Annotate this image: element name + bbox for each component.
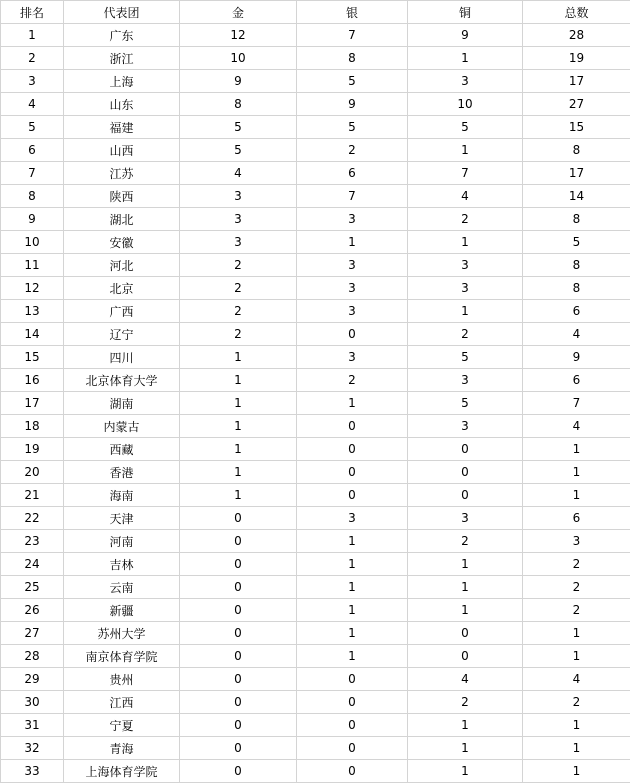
bronze-cell: 3 [408, 277, 523, 300]
table-row [1, 277, 630, 300]
team-cell: 河北 [64, 254, 180, 277]
team-cell: 湖北 [64, 208, 180, 231]
bronze-cell: 2 [408, 530, 523, 553]
rank-cell: 32 [1, 737, 64, 760]
rank-cell: 33 [1, 760, 64, 783]
team-cell: 贵州 [64, 668, 180, 691]
team-cell: 吉林 [64, 553, 180, 576]
team-cell: 云南 [64, 576, 180, 599]
team-cell: 辽宁 [64, 323, 180, 346]
rank-cell: 31 [1, 714, 64, 737]
total-cell: 4 [523, 323, 630, 346]
silver-cell: 5 [297, 70, 408, 93]
gold-cell: 0 [180, 760, 297, 783]
bronze-cell: 4 [408, 185, 523, 208]
gold-cell: 1 [180, 461, 297, 484]
total-cell: 27 [523, 93, 630, 116]
rank-cell: 2 [1, 47, 64, 70]
team-cell: 湖南 [64, 392, 180, 415]
gold-cell: 5 [180, 139, 297, 162]
table-row [1, 622, 630, 645]
gold-cell: 3 [180, 231, 297, 254]
bronze-cell: 3 [408, 369, 523, 392]
team-cell: 新疆 [64, 599, 180, 622]
table-row [1, 714, 630, 737]
silver-cell: 0 [297, 714, 408, 737]
rank-cell: 4 [1, 93, 64, 116]
silver-cell: 0 [297, 737, 408, 760]
bronze-cell: 1 [408, 139, 523, 162]
bronze-cell: 2 [408, 691, 523, 714]
gold-cell: 2 [180, 323, 297, 346]
silver-cell: 1 [297, 530, 408, 553]
total-cell: 4 [523, 415, 630, 438]
total-cell: 1 [523, 737, 630, 760]
rank-cell: 22 [1, 507, 64, 530]
team-cell: 天津 [64, 507, 180, 530]
rank-cell: 23 [1, 530, 64, 553]
team-cell: 广西 [64, 300, 180, 323]
table-row [1, 737, 630, 760]
silver-cell: 1 [297, 553, 408, 576]
team-cell: 海南 [64, 484, 180, 507]
silver-cell: 0 [297, 461, 408, 484]
silver-cell: 2 [297, 139, 408, 162]
silver-cell: 0 [297, 668, 408, 691]
table-row [1, 185, 630, 208]
silver-cell: 5 [297, 116, 408, 139]
rank-cell: 6 [1, 139, 64, 162]
table-row [1, 323, 630, 346]
gold-cell: 2 [180, 254, 297, 277]
rank-cell: 7 [1, 162, 64, 185]
gold-cell: 3 [180, 185, 297, 208]
team-cell: 上海体育学院 [64, 760, 180, 783]
bronze-cell: 3 [408, 415, 523, 438]
rank-cell: 19 [1, 438, 64, 461]
table-row [1, 461, 630, 484]
total-cell: 7 [523, 392, 630, 415]
rank-cell: 5 [1, 116, 64, 139]
gold-cell: 0 [180, 691, 297, 714]
bronze-cell: 0 [408, 484, 523, 507]
silver-cell: 3 [297, 208, 408, 231]
table-row [1, 760, 630, 783]
silver-cell: 1 [297, 576, 408, 599]
silver-cell: 3 [297, 507, 408, 530]
team-cell: 青海 [64, 737, 180, 760]
bronze-cell: 1 [408, 737, 523, 760]
rank-cell: 18 [1, 415, 64, 438]
table-row [1, 599, 630, 622]
team-cell: 苏州大学 [64, 622, 180, 645]
total-cell: 1 [523, 760, 630, 783]
gold-cell: 0 [180, 507, 297, 530]
gold-cell: 8 [180, 93, 297, 116]
bronze-cell: 3 [408, 70, 523, 93]
total-cell: 8 [523, 254, 630, 277]
table-row [1, 530, 630, 553]
rank-cell: 14 [1, 323, 64, 346]
team-cell: 内蒙古 [64, 415, 180, 438]
total-cell: 6 [523, 300, 630, 323]
silver-cell: 9 [297, 93, 408, 116]
bronze-cell: 7 [408, 162, 523, 185]
gold-cell: 10 [180, 47, 297, 70]
gold-cell: 0 [180, 714, 297, 737]
silver-cell: 0 [297, 760, 408, 783]
silver-cell: 8 [297, 47, 408, 70]
bronze-cell: 1 [408, 599, 523, 622]
silver-cell: 0 [297, 438, 408, 461]
silver-cell: 6 [297, 162, 408, 185]
gold-cell: 1 [180, 438, 297, 461]
gold-cell: 1 [180, 369, 297, 392]
total-cell: 1 [523, 645, 630, 668]
gold-cell: 0 [180, 553, 297, 576]
gold-cell: 2 [180, 277, 297, 300]
table-row [1, 553, 630, 576]
total-cell: 1 [523, 461, 630, 484]
table-row [1, 392, 630, 415]
rank-cell: 13 [1, 300, 64, 323]
team-cell: 安徽 [64, 231, 180, 254]
bronze-cell: 1 [408, 714, 523, 737]
gold-cell: 9 [180, 70, 297, 93]
rank-cell: 1 [1, 24, 64, 47]
rank-cell: 21 [1, 484, 64, 507]
table-row [1, 116, 630, 139]
silver-cell: 3 [297, 346, 408, 369]
bronze-cell: 1 [408, 47, 523, 70]
gold-cell: 0 [180, 737, 297, 760]
gold-cell: 0 [180, 622, 297, 645]
total-cell: 4 [523, 668, 630, 691]
table-row [1, 231, 630, 254]
team-cell: 江西 [64, 691, 180, 714]
total-cell: 1 [523, 484, 630, 507]
table-row [1, 208, 630, 231]
bronze-cell: 1 [408, 760, 523, 783]
rank-cell: 27 [1, 622, 64, 645]
table-row [1, 484, 630, 507]
silver-cell: 3 [297, 300, 408, 323]
bronze-cell: 3 [408, 507, 523, 530]
header-silver: 银 [297, 1, 408, 24]
bronze-cell: 2 [408, 208, 523, 231]
rank-cell: 20 [1, 461, 64, 484]
gold-cell: 5 [180, 116, 297, 139]
bronze-cell: 0 [408, 438, 523, 461]
bronze-cell: 5 [408, 392, 523, 415]
bronze-cell: 1 [408, 553, 523, 576]
total-cell: 9 [523, 346, 630, 369]
total-cell: 5 [523, 231, 630, 254]
gold-cell: 0 [180, 530, 297, 553]
bronze-cell: 5 [408, 116, 523, 139]
total-cell: 17 [523, 162, 630, 185]
team-cell: 广东 [64, 24, 180, 47]
table-row [1, 139, 630, 162]
total-cell: 1 [523, 714, 630, 737]
table-row [1, 93, 630, 116]
table-row [1, 415, 630, 438]
bronze-cell: 0 [408, 645, 523, 668]
team-cell: 西藏 [64, 438, 180, 461]
gold-cell: 4 [180, 162, 297, 185]
table-row [1, 47, 630, 70]
silver-cell: 7 [297, 24, 408, 47]
table-row [1, 691, 630, 714]
gold-cell: 3 [180, 208, 297, 231]
team-cell: 四川 [64, 346, 180, 369]
total-cell: 15 [523, 116, 630, 139]
rank-cell: 29 [1, 668, 64, 691]
silver-cell: 1 [297, 645, 408, 668]
bronze-cell: 1 [408, 231, 523, 254]
table-row [1, 24, 630, 47]
silver-cell: 3 [297, 277, 408, 300]
rank-cell: 28 [1, 645, 64, 668]
rank-cell: 11 [1, 254, 64, 277]
silver-cell: 3 [297, 254, 408, 277]
team-cell: 北京 [64, 277, 180, 300]
gold-cell: 1 [180, 415, 297, 438]
bronze-cell: 5 [408, 346, 523, 369]
rank-cell: 3 [1, 70, 64, 93]
rank-cell: 26 [1, 599, 64, 622]
header-team: 代表团 [64, 1, 180, 24]
table-row [1, 438, 630, 461]
rank-cell: 12 [1, 277, 64, 300]
bronze-cell: 9 [408, 24, 523, 47]
table-row [1, 346, 630, 369]
rank-cell: 15 [1, 346, 64, 369]
gold-cell: 2 [180, 300, 297, 323]
rank-cell: 30 [1, 691, 64, 714]
gold-cell: 0 [180, 599, 297, 622]
rank-cell: 10 [1, 231, 64, 254]
total-cell: 2 [523, 599, 630, 622]
gold-cell: 12 [180, 24, 297, 47]
team-cell: 江苏 [64, 162, 180, 185]
header-gold: 金 [180, 1, 297, 24]
team-cell: 陕西 [64, 185, 180, 208]
silver-cell: 0 [297, 415, 408, 438]
rank-cell: 25 [1, 576, 64, 599]
bronze-cell: 4 [408, 668, 523, 691]
total-cell: 3 [523, 530, 630, 553]
team-cell: 香港 [64, 461, 180, 484]
gold-cell: 1 [180, 392, 297, 415]
total-cell: 2 [523, 691, 630, 714]
table-row [1, 70, 630, 93]
silver-cell: 0 [297, 323, 408, 346]
team-cell: 南京体育学院 [64, 645, 180, 668]
rank-cell: 8 [1, 185, 64, 208]
bronze-cell: 0 [408, 622, 523, 645]
header-row [1, 1, 630, 24]
silver-cell: 0 [297, 691, 408, 714]
team-cell: 山西 [64, 139, 180, 162]
team-cell: 山东 [64, 93, 180, 116]
team-cell: 河南 [64, 530, 180, 553]
rank-cell: 24 [1, 553, 64, 576]
table-row [1, 300, 630, 323]
total-cell: 2 [523, 553, 630, 576]
total-cell: 6 [523, 507, 630, 530]
header-rank: 排名 [1, 1, 64, 24]
rank-cell: 9 [1, 208, 64, 231]
gold-cell: 1 [180, 346, 297, 369]
table-row [1, 645, 630, 668]
team-cell: 浙江 [64, 47, 180, 70]
total-cell: 8 [523, 208, 630, 231]
silver-cell: 1 [297, 231, 408, 254]
silver-cell: 1 [297, 392, 408, 415]
total-cell: 2 [523, 576, 630, 599]
team-cell: 北京体育大学 [64, 369, 180, 392]
table-row [1, 668, 630, 691]
total-cell: 19 [523, 47, 630, 70]
gold-cell: 0 [180, 576, 297, 599]
bronze-cell: 2 [408, 323, 523, 346]
team-cell: 宁夏 [64, 714, 180, 737]
table-row [1, 576, 630, 599]
table-row [1, 162, 630, 185]
total-cell: 1 [523, 622, 630, 645]
bronze-cell: 0 [408, 461, 523, 484]
table-row [1, 507, 630, 530]
gold-cell: 1 [180, 484, 297, 507]
silver-cell: 1 [297, 622, 408, 645]
header-total: 总数 [523, 1, 630, 24]
bronze-cell: 1 [408, 300, 523, 323]
silver-cell: 0 [297, 484, 408, 507]
silver-cell: 1 [297, 599, 408, 622]
total-cell: 28 [523, 24, 630, 47]
table-body [1, 24, 630, 783]
gold-cell: 0 [180, 668, 297, 691]
total-cell: 8 [523, 139, 630, 162]
bronze-cell: 10 [408, 93, 523, 116]
total-cell: 6 [523, 369, 630, 392]
total-cell: 1 [523, 438, 630, 461]
header-bronze: 铜 [408, 1, 523, 24]
total-cell: 17 [523, 70, 630, 93]
total-cell: 14 [523, 185, 630, 208]
team-cell: 上海 [64, 70, 180, 93]
silver-cell: 7 [297, 185, 408, 208]
total-cell: 8 [523, 277, 630, 300]
bronze-cell: 1 [408, 576, 523, 599]
table-row [1, 369, 630, 392]
gold-cell: 0 [180, 645, 297, 668]
silver-cell: 2 [297, 369, 408, 392]
table-row [1, 254, 630, 277]
bronze-cell: 3 [408, 254, 523, 277]
rank-cell: 16 [1, 369, 64, 392]
rank-cell: 17 [1, 392, 64, 415]
team-cell: 福建 [64, 116, 180, 139]
